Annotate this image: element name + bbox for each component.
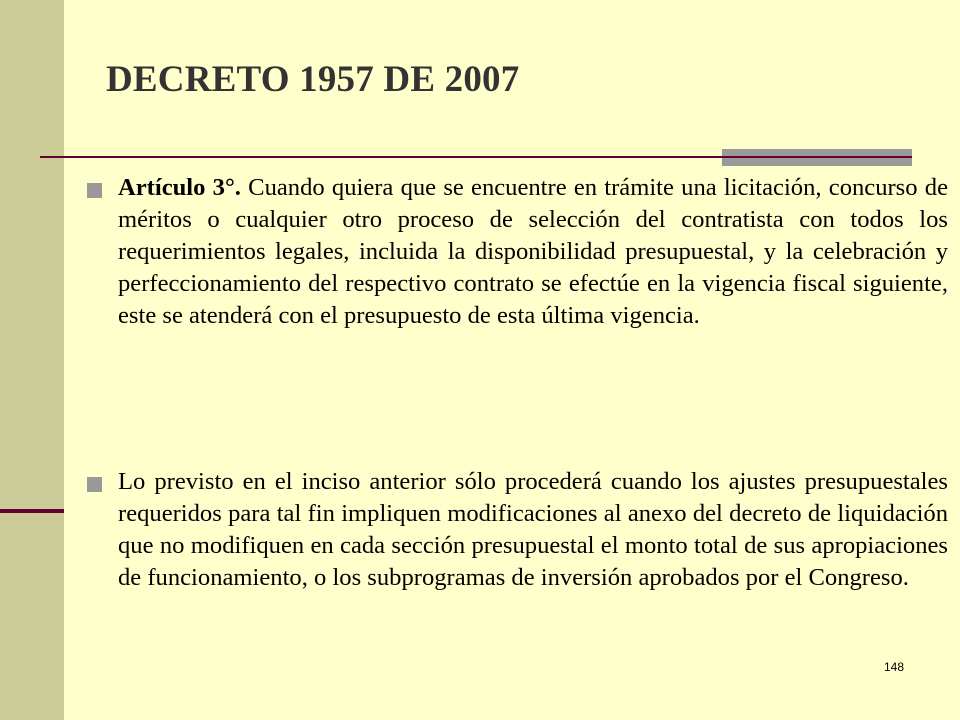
article-body: Cuando quiera que se encuentre en trámite una licitación, concurso de méritos o cualquier otro proceso de selección del contratista con todos los requerimientos legales, incluida la disponibilidad presupuestal, y la celebración y perfeccionamiento del respectivo contrato se efectúe en la vigencia fiscal siguiente, este se atenderá con el presupuesto de esta última vigencia. (118, 174, 948, 329)
slide-title: DECRETO 1957 DE 2007 (106, 59, 520, 100)
left-decorative-bar (0, 0, 64, 720)
article-lead: Artículo 3°. (118, 174, 241, 201)
bullet-marker (87, 183, 102, 198)
left-bar-rule (0, 509, 64, 513)
title-underline-accent-bottom (722, 158, 912, 166)
page-number: 148 (884, 660, 905, 674)
title-underline-accent-top (722, 149, 912, 156)
bullet-paragraph-inciso (118, 466, 948, 594)
bullet-paragraph-article-3 (118, 172, 948, 332)
inciso-body: Lo previsto en el inciso anterior sólo procederá cuando los ajustes presupuestales requeridos para tal fin impliquen modificaciones al anexo del decreto de liquidación que no modifiquen en cada sección presupuestal el monto total de sus apropiaciones de funcionamiento, o los subprogramas de inversión aprobados por el Congreso. (118, 468, 948, 591)
bullet-marker (87, 477, 102, 492)
